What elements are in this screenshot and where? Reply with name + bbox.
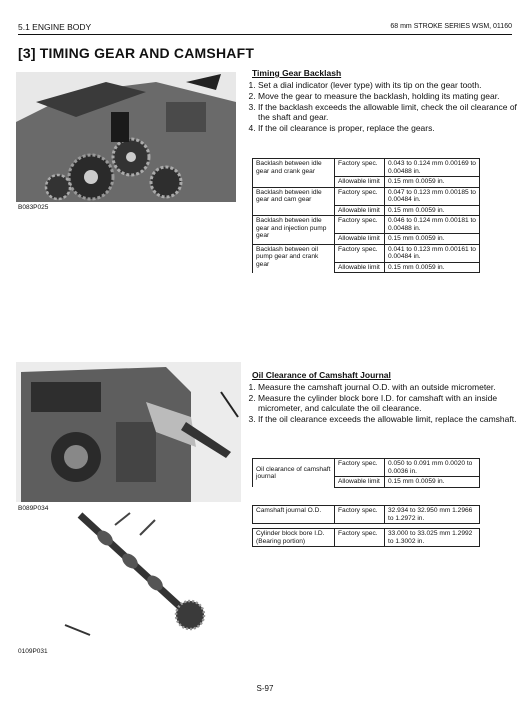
oil-step: 1. Measure the camshaft journal O.D. with an outside micrometer.	[258, 382, 520, 392]
timing-gear-photo	[16, 62, 236, 202]
spec-label: Factory spec.	[335, 187, 385, 205]
page-number: S-97	[256, 684, 274, 693]
backlash-step: 2. Move the gear to measure the backlash, holding its mating gear.	[258, 91, 520, 101]
page-header	[18, 22, 512, 35]
spec-row	[253, 187, 480, 205]
spec-value: 0.15 mm 0.0059 in.	[385, 262, 480, 273]
spec-label: Allowable limit	[335, 477, 385, 488]
spec-item-name: Oil clearance of camshaft journal	[253, 459, 335, 488]
spec-row	[253, 459, 480, 477]
spec-value: 0.047 to 0.123 mm 0.00185 to 0.00484 in.	[385, 187, 480, 205]
camshaft-od-table	[252, 505, 480, 524]
spec-value: 0.041 to 0.123 mm 0.00161 to 0.00484 in.	[385, 244, 480, 262]
spec-item-name: Camshaft journal O.D.	[253, 506, 335, 524]
backlash-steps	[244, 80, 520, 134]
spec-value: 33.000 to 33.025 mm 1.2992 to 1.3002 in.	[385, 529, 480, 547]
page-title: [3] TIMING GEAR AND CAMSHAFT	[18, 45, 255, 61]
cylinder-bore-table	[252, 528, 480, 547]
spec-label: Factory spec.	[335, 529, 385, 547]
spec-label: Factory spec.	[335, 506, 385, 524]
backlash-step: 1. Set a dial indicator (lever type) with its tip on the gear tooth.	[258, 80, 520, 90]
oil-clearance-spec-table	[252, 458, 480, 488]
spec-value: 0.046 to 0.124 mm 0.00181 to 0.00488 in.	[385, 216, 480, 234]
oil-clearance-steps	[244, 382, 520, 425]
camshaft-photo	[60, 505, 240, 645]
oil-step: 3. If the oil clearance exceeds the allowable limit, replace the camshaft.	[258, 414, 520, 424]
spec-label: Allowable limit	[335, 205, 385, 216]
spec-label: Factory spec.	[335, 459, 385, 477]
spec-row	[253, 506, 480, 524]
oil-step: 2. Measure the cylinder block bore I.D. for camshaft with an inside micrometer, and calculate the oil clearance.	[258, 393, 520, 413]
spec-label: Allowable limit	[335, 262, 385, 273]
spec-item-name: Backlash between oil pump gear and crank gear	[253, 244, 335, 273]
spec-value: 0.15 mm 0.0059 in.	[385, 234, 480, 245]
header-manual-id: 68 mm STROKE SERIES WSM, 01160	[390, 23, 512, 30]
backlash-step: 4. If the oil clearance is proper, replace the gears.	[258, 123, 520, 133]
header-section: 5.1 ENGINE BODY	[18, 22, 92, 32]
spec-value: 32.934 to 32.950 mm 1.2966 to 1.2972 in.	[385, 506, 480, 524]
spec-label: Allowable limit	[335, 177, 385, 188]
figure-caption-3: 0109P031	[18, 648, 48, 655]
spec-item-name: Backlash between idle gear and crank gear	[253, 159, 335, 188]
spec-value: 0.043 to 0.124 mm 0.00169 to 0.00488 in.	[385, 159, 480, 177]
figure-caption-2: B089P034	[18, 505, 49, 512]
figure-caption-1: B083P025	[18, 204, 49, 211]
spec-label: Allowable limit	[335, 234, 385, 245]
spec-value: 0.15 mm 0.0059 in.	[385, 205, 480, 216]
spec-item-name: Cylinder block bore I.D. (Bearing portion)	[253, 529, 335, 547]
spec-label: Factory spec.	[335, 244, 385, 262]
backlash-heading: Timing Gear Backlash	[252, 68, 342, 78]
spec-row	[253, 159, 480, 177]
spec-value: 0.15 mm 0.0059 in.	[385, 477, 480, 488]
spec-row	[253, 529, 480, 547]
spec-label: Factory spec.	[335, 159, 385, 177]
spec-row	[253, 244, 480, 262]
spec-item-name: Backlash between idle gear and cam gear	[253, 187, 335, 216]
backlash-spec-table	[252, 158, 480, 273]
spec-label: Factory spec.	[335, 216, 385, 234]
spec-value: 0.15 mm 0.0059 in.	[385, 177, 480, 188]
spec-row	[253, 216, 480, 234]
cylinder-block-photo	[16, 362, 241, 502]
oil-clearance-heading: Oil Clearance of Camshaft Journal	[252, 370, 391, 380]
spec-item-name: Backlash between idle gear and injection pump gear	[253, 216, 335, 245]
backlash-step: 3. If the backlash exceeds the allowable limit, check the oil clearance of the shaft and gear.	[258, 102, 520, 122]
spec-value: 0.050 to 0.091 mm 0.0020 to 0.0036 in.	[385, 459, 480, 477]
